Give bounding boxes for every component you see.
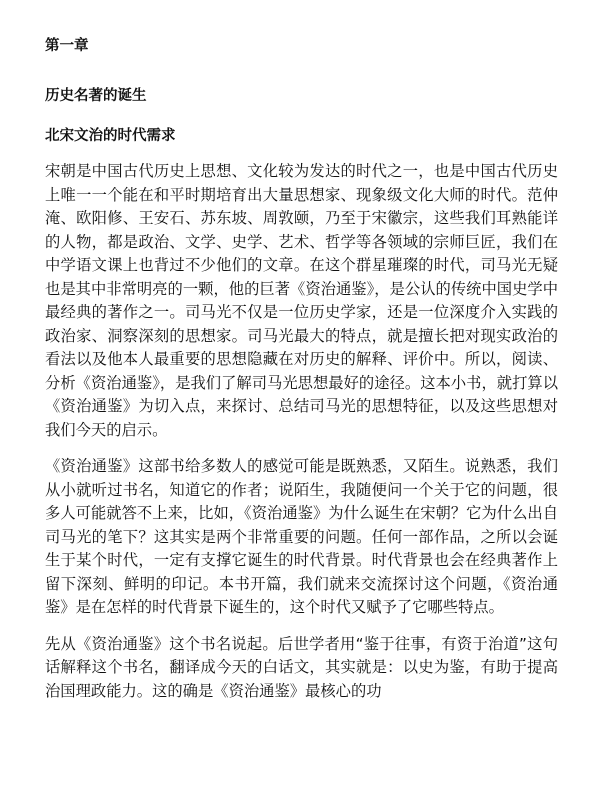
paragraph: 宋朝是中国古代历史上思想、文化较为发达的时代之一，也是中国古代历史上唯一一个能在和平时期培育出大量思想家、现象级文化大师的时代。范仲淹、欧阳修、王安石、苏东坡、周敦颐，乃至于宋徽宗，这些我们耳熟能详的人物，都是政治、文学、史学、艺术、哲学等各领域的宗师巨匠，我们在中学语文课上也背过不少他们的文章。在这个群星璀璨的时代，司马光无疑也是其中非常明亮的一颗，他的巨著《资治通鉴》，是公认的传统中国史学中最经典的著作之一。司马光不仅是一位历史学家，还是一位深度介入实践的政治家、洞察深刻的思想家。司马光最大的特点，就是擅长把对现实政治的看法以及他本人最重要的思想隐藏在对历史的解释、评价中。所以，阅读、分析《资治通鉴》，是我们了解司马光思想最好的途径。这本小书，就打算以《资治通鉴》为切入点，来探讨、总结司马光的思想特征，以及这些思想对我们今天的启示。	[45, 162, 558, 439]
section-title: 历史名著的诞生	[45, 88, 147, 104]
subsection-title: 北宋文治的时代需求	[45, 128, 176, 144]
paragraph: 先从《资治通鉴》这个书名说起。后世学者用“鉴于往事，有资于治道”这句话解释这个书名，翻译成今天的白话文，其实就是：以史为鉴，有助于提高治国理政能力。这的确是《资治通鉴》最核心的功	[45, 634, 558, 700]
paragraph: 《资治通鉴》这部书给多数人的感觉可能是既熟悉，又陌生。说熟悉，我们从小就听过书名，知道它的作者；说陌生，我随便问一个关于它的问题，很多人可能就答不上来，比如，《资治通鉴》为什么诞生在宋朝？它为什么出自司马光的笔下？这其实是两个非常重要的问题。任何一部作品，之所以会诞生于某个时代，一定有支撑它诞生的时代背景。时代背景也会在经典著作上留下深刻、鲜明的印记。本书开篇，我们就来交流探讨这个问题，《资治通鉴》是在怎样的时代背景下诞生的，这个时代又赋予了它哪些特点。	[45, 457, 558, 616]
body-text	[45, 160, 558, 703]
chapter-title: 第一章	[45, 38, 89, 54]
